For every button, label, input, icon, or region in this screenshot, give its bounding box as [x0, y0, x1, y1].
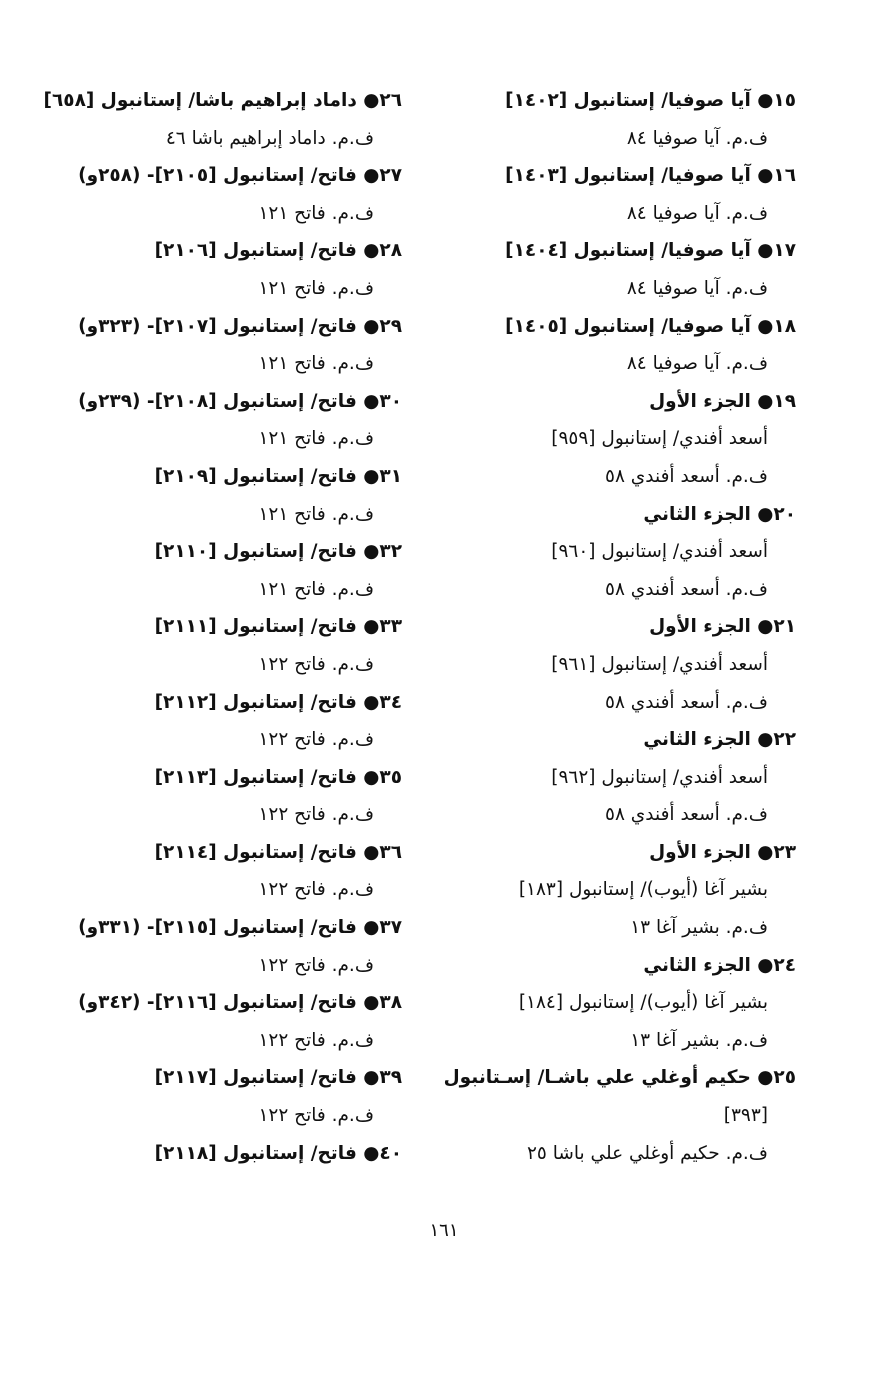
manuscript-entry: ٢٤● الجزء الثاني — [643, 954, 796, 976]
entry-detail-line: ف.م. آيا صوفيا ٨٤ — [626, 202, 768, 224]
entry-detail-line: ف.م. حكيم أوغلي علي باشا ٢٥ — [526, 1142, 768, 1164]
entry-detail-line: ف.م. فاتح ١٢١ — [258, 202, 374, 224]
entry-detail-line: ف.م. آيا صوفيا ٨٤ — [626, 127, 768, 149]
page-number: ١٦١ — [429, 1220, 459, 1241]
entry-detail-line: أسعد أفندي/ إستانبول [٩٦١] — [551, 653, 768, 675]
right-column — [436, 82, 796, 1172]
entry-detail-line: ف.م. فاتح ١٢٢ — [258, 804, 374, 826]
manuscript-entry: ١٨● آيا صوفيا/ إستانبول [١٤٠٥] — [505, 315, 796, 337]
manuscript-entry: ٣٩● فاتح/ إستانبول [٢١١٧] — [154, 1067, 402, 1089]
entry-detail-line: ف.م. فاتح ١٢١ — [258, 578, 374, 600]
entry-detail-line: ف.م. فاتح ١٢١ — [258, 353, 374, 375]
left-column — [43, 82, 402, 1172]
entry-detail-line: [٣٩٣] — [723, 1105, 768, 1127]
manuscript-entry: ٣٥● فاتح/ إستانبول [٢١١٣] — [154, 766, 402, 788]
manuscript-entry: ١٦● آيا صوفيا/ إستانبول [١٤٠٣] — [505, 165, 796, 187]
entry-detail-line: ف.م. أسعد أفندي ٥٨ — [605, 691, 768, 713]
entry-detail-line: أسعد أفندي/ إستانبول [٩٦٢] — [551, 766, 768, 788]
manuscript-entry: ٣٨● فاتح/ إستانبول [٢١١٦]- (٣٤٢و) — [78, 992, 402, 1014]
entry-detail-line: ف.م. فاتح ١٢٢ — [258, 653, 374, 675]
entry-detail-line: ف.م. فاتح ١٢٢ — [258, 729, 374, 751]
manuscript-entry: ١٧● آيا صوفيا/ إستانبول [١٤٠٤] — [505, 240, 796, 262]
manuscript-entry: ٢٧● فاتح/ إستانبول [٢١٠٥]- (٢٥٨و) — [78, 165, 402, 187]
manuscript-entry: ٤٠● فاتح/ إستانبول [٢١١٨] — [154, 1142, 402, 1164]
manuscript-entry: ٢٠● الجزء الثاني — [643, 503, 796, 525]
entry-detail-line: ف.م. فاتح ١٢١ — [258, 503, 374, 525]
manuscript-entry: ٣٠● فاتح/ إستانبول [٢١٠٨]- (٢٣٩و) — [78, 390, 402, 412]
entry-detail-line: ف.م. أسعد أفندي ٥٨ — [605, 578, 768, 600]
manuscript-entry: ٣٦● فاتح/ إستانبول [٢١١٤] — [154, 841, 402, 863]
entry-detail-line: ف.م. أسعد أفندي ٥٨ — [605, 465, 768, 487]
entry-detail-line: ف.م. بشير آغا ١٣ — [630, 1029, 768, 1051]
manuscript-entry: ٢٥● حكيم أوغلي علي باشـا/ إسـتانبول — [443, 1067, 796, 1089]
entry-detail-line: ف.م. فاتح ١٢١ — [258, 277, 374, 299]
manuscript-entry: ٢١● الجزء الأول — [649, 616, 796, 638]
manuscript-entry: ٣١● فاتح/ إستانبول [٢١٠٩] — [154, 465, 402, 487]
manuscript-entry: ٣٧● فاتح/ إستانبول [٢١١٥]- (٣٣١و) — [78, 917, 402, 939]
manuscript-entry: ٢٨● فاتح/ إستانبول [٢١٠٦] — [154, 240, 402, 262]
manuscript-entry: ٢٦● داماد إبراهيم باشا/ إستانبول [٦٥٨] — [43, 90, 402, 111]
entry-detail-line: بشير آغا (أيوب)/ إستانبول [١٨٣] — [518, 879, 768, 901]
entry-detail-line: ف.م. فاتح ١٢٢ — [258, 879, 374, 901]
manuscript-entry: ١٩● الجزء الأول — [649, 390, 796, 412]
manuscript-entry: ٣٤● فاتح/ إستانبول [٢١١٢] — [154, 691, 402, 713]
manuscript-entry: ١٥● آيا صوفيا/ إستانبول [١٤٠٢] — [505, 90, 796, 111]
manuscript-entry: ٣٢● فاتح/ إستانبول [٢١١٠] — [154, 541, 402, 563]
manuscript-entry: ٢٩● فاتح/ إستانبول [٢١٠٧]- (٣٢٣و) — [78, 315, 402, 337]
manuscript-entry: ٢٣● الجزء الأول — [649, 841, 796, 863]
entry-detail-line: ف.م. فاتح ١٢١ — [258, 428, 374, 450]
entry-detail-line: ف.م. داماد إبراهيم باشا ٤٦ — [165, 127, 374, 149]
manuscript-entry: ٣٣● فاتح/ إستانبول [٢١١١] — [154, 616, 402, 638]
entry-detail-line: ف.م. آيا صوفيا ٨٤ — [626, 353, 768, 375]
entry-detail-line: أسعد أفندي/ إستانبول [٩٥٩] — [551, 428, 768, 450]
entry-detail-line: ف.م. أسعد أفندي ٥٨ — [605, 804, 768, 826]
entry-detail-line: ف.م. فاتح ١٢٢ — [258, 1029, 374, 1051]
entry-detail-line: ف.م. آيا صوفيا ٨٤ — [626, 277, 768, 299]
manuscript-entry: ٢٢● الجزء الثاني — [643, 729, 796, 751]
entry-detail-line: بشير آغا (أيوب)/ إستانبول [١٨٤] — [518, 992, 768, 1014]
entry-detail-line: ف.م. فاتح ١٢٢ — [258, 954, 374, 976]
entry-detail-line: أسعد أفندي/ إستانبول [٩٦٠] — [551, 541, 768, 563]
entry-detail-line: ف.م. بشير آغا ١٣ — [630, 917, 768, 939]
entry-detail-line: ف.م. فاتح ١٢٢ — [258, 1105, 374, 1127]
